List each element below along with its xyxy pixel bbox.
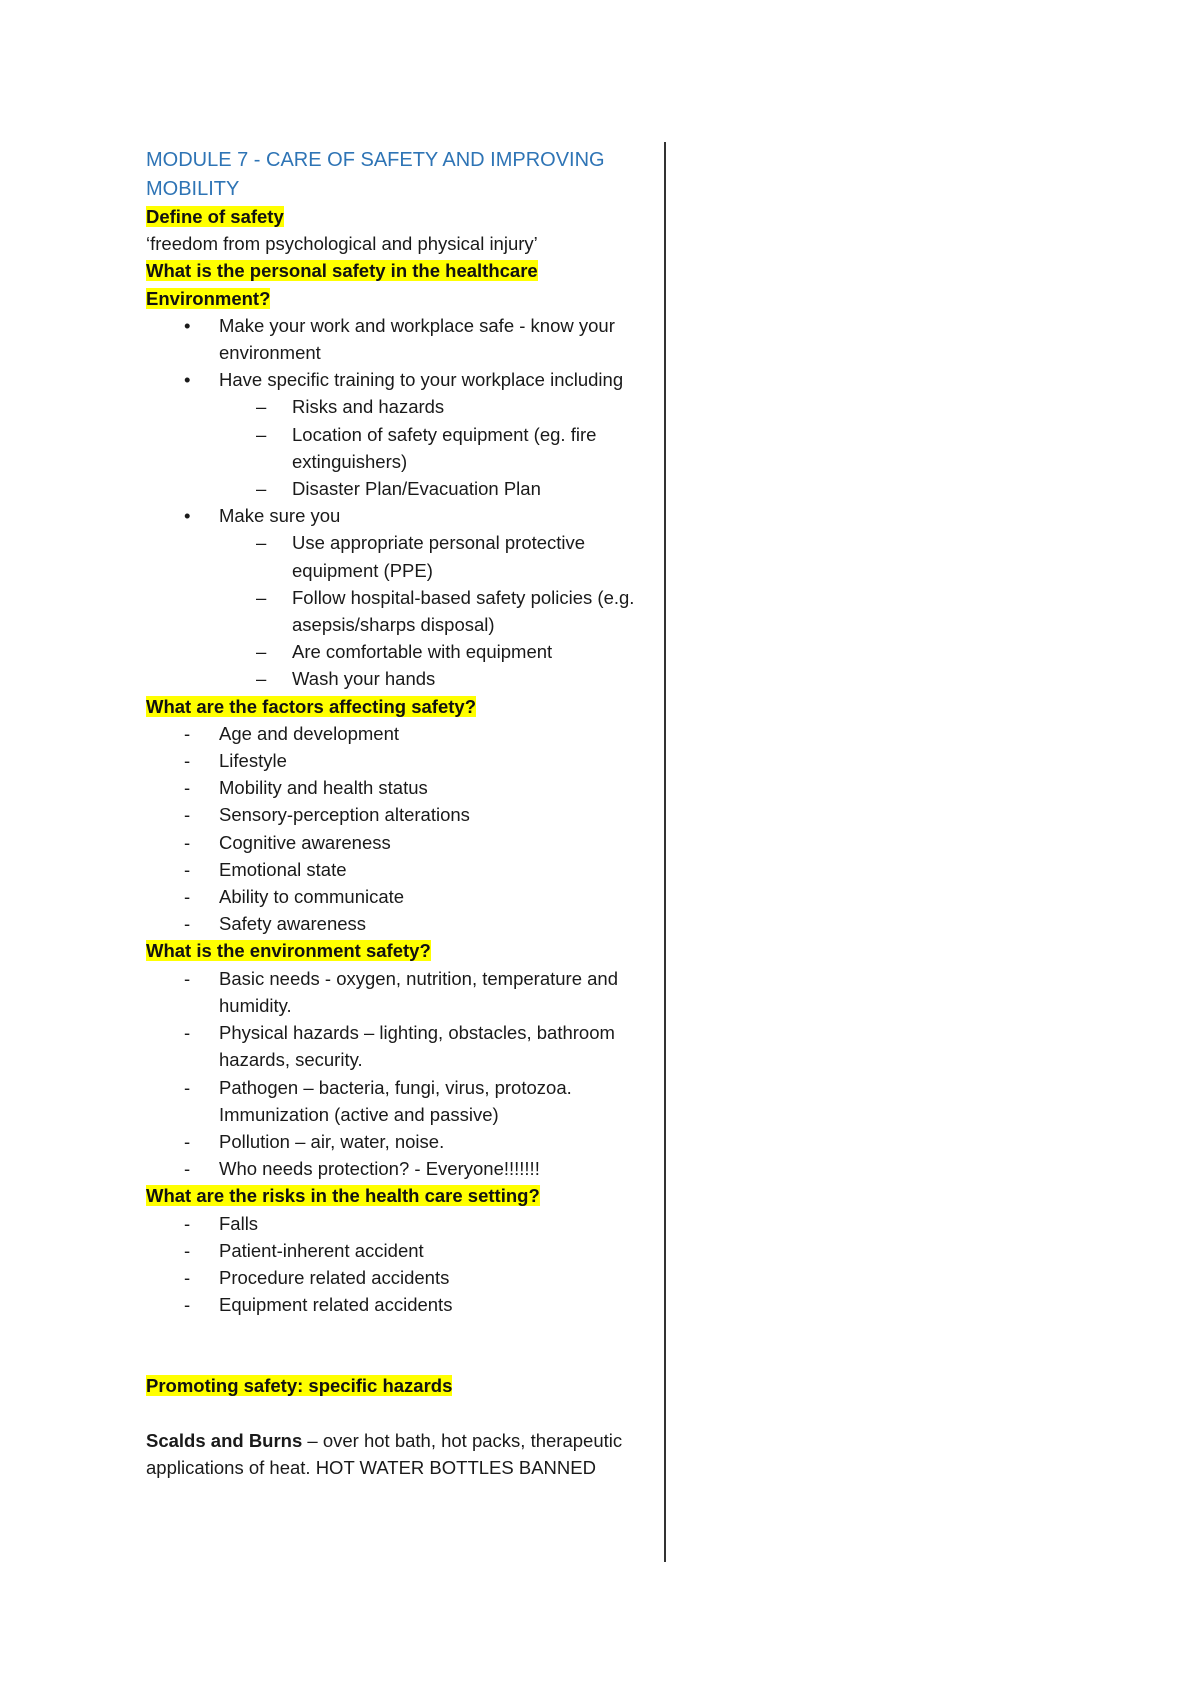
list-item — [146, 801, 656, 828]
list-item-text: Age and development — [219, 722, 399, 744]
define-quote: ‘freedom from psychological and physical injury’ — [146, 233, 538, 255]
sub-list-item-text: Location of safety equipment (eg. fire extinguishers) — [292, 423, 597, 472]
dash-marker: - — [184, 1076, 191, 1098]
dash-marker: - — [184, 967, 191, 989]
bullet-marker: • — [184, 505, 191, 527]
personal-heading-text: What is the personal safety in the healthcare Environment? — [146, 260, 538, 309]
list-item-text: Have specific training to your workplace including — [219, 369, 624, 391]
list-item-text: Patient-inherent accident — [219, 1239, 424, 1261]
factors-heading-text: What are the factors affecting safety? — [146, 695, 476, 717]
dash-marker: - — [184, 1239, 191, 1261]
dash-marker: – — [256, 532, 267, 554]
dash-marker: - — [184, 777, 191, 799]
sub-list-item-text: Follow hospital-based safety policies (e.g. asepsis/sharps disposal) — [292, 586, 635, 636]
list-item — [146, 1019, 656, 1073]
list-item-text: Cognitive awareness — [219, 831, 391, 853]
list-item-text: Physical hazards – lighting, obstacles, bathroom hazards, security. — [219, 1022, 615, 1071]
list-item — [146, 502, 656, 529]
promoting-heading-text: Promoting safety: specific hazards — [146, 1375, 453, 1397]
dash-marker: – — [256, 423, 267, 445]
spacer — [146, 1318, 656, 1372]
sub-list-item — [146, 638, 656, 665]
sub-list-item — [146, 475, 656, 502]
list-item — [146, 1264, 656, 1291]
dash-marker: - — [184, 1266, 191, 1288]
document-title: MODULE 7 - CARE OF SAFETY AND IMPROVING MOBILITY — [146, 149, 605, 200]
sub-list-item-text: Are comfortable with equipment — [292, 641, 553, 663]
dash-marker: - — [184, 804, 191, 826]
dash-marker: - — [184, 750, 191, 772]
risks-heading — [146, 1182, 656, 1209]
list-item-text: Make your work and workplace safe - know your environment — [219, 314, 615, 364]
sub-list-item-text: Use appropriate personal protective equipment (PPE) — [292, 532, 586, 581]
dash-marker: - — [184, 886, 191, 908]
list-item — [146, 1291, 656, 1318]
bullet-marker: • — [184, 314, 191, 336]
list-item-text: Emotional state — [219, 858, 347, 880]
personal-safety-list — [146, 312, 656, 693]
list-item-text: Safety awareness — [219, 913, 367, 935]
list-item — [146, 829, 656, 856]
list-item — [146, 910, 656, 937]
column-divider — [664, 142, 666, 1562]
sub-list-item — [146, 529, 656, 583]
scalds-paragraph — [146, 1427, 656, 1481]
list-item — [146, 965, 656, 1019]
list-item — [146, 883, 656, 910]
risks-heading-text: What are the risks in the health care setting? — [146, 1185, 540, 1207]
list-item-text: Equipment related accidents — [219, 1294, 453, 1316]
list-item-text: Lifestyle — [219, 750, 287, 772]
list-item — [146, 1237, 656, 1264]
list-item — [146, 1074, 656, 1128]
spacer — [146, 1400, 656, 1427]
list-item — [146, 1155, 656, 1182]
define-heading — [146, 203, 656, 230]
list-item — [146, 312, 656, 366]
scalds-text: – over hot bath, hot packs, therapeutic applications of heat. HOT WATER BOTTLES BANNED — [146, 1429, 623, 1478]
sub-list — [146, 393, 656, 502]
list-item-text: Mobility and health status — [219, 777, 428, 799]
dash-marker: – — [256, 668, 267, 690]
dash-marker: - — [184, 1212, 191, 1234]
dash-marker: - — [184, 1130, 191, 1152]
factors-heading — [146, 693, 656, 720]
list-item-text: Ability to communicate — [219, 886, 405, 908]
sub-list-item-text: Risks and hazards — [292, 396, 445, 418]
left-column — [146, 146, 656, 1481]
factors-list — [146, 720, 656, 938]
sub-list-item — [146, 421, 656, 475]
dash-marker: - — [184, 1158, 191, 1180]
dash-marker: – — [256, 641, 267, 663]
dash-marker: - — [184, 913, 191, 935]
list-item-text: Pathogen – bacteria, fungi, virus, protozoa. Immunization (active and passive) — [219, 1076, 572, 1125]
list-item — [146, 1210, 656, 1237]
risks-list — [146, 1210, 656, 1319]
scalds-label: Scalds and Burns — [146, 1429, 303, 1451]
sub-list-item-text: Wash your hands — [292, 668, 436, 690]
dash-marker: - — [184, 722, 191, 744]
sub-list — [146, 529, 656, 692]
bullet-marker: • — [184, 369, 191, 391]
promoting-heading — [146, 1372, 656, 1399]
dash-marker: - — [184, 831, 191, 853]
list-item-text: Make sure you — [219, 505, 341, 527]
list-item — [146, 1128, 656, 1155]
dash-marker: - — [184, 1022, 191, 1044]
define-heading-text: Define of safety — [146, 206, 284, 227]
dash-marker: - — [184, 1294, 191, 1316]
list-item-text: Pollution – air, water, noise. — [219, 1130, 445, 1152]
dash-marker: – — [256, 396, 267, 418]
list-item-text: Falls — [219, 1212, 259, 1234]
sub-list-item — [146, 584, 656, 638]
dash-marker: – — [256, 586, 267, 608]
list-item-text: Who needs protection? - Everyone!!!!!!! — [219, 1158, 540, 1180]
environment-list — [146, 965, 656, 1183]
dash-marker: - — [184, 858, 191, 880]
list-item-text: Sensory-perception alterations — [219, 804, 470, 826]
list-item-text: Basic needs - oxygen, nutrition, temperature and humidity. — [219, 967, 619, 1016]
list-item — [146, 747, 656, 774]
list-item — [146, 856, 656, 883]
list-item — [146, 774, 656, 801]
list-item — [146, 366, 656, 393]
list-item-text: Procedure related accidents — [219, 1266, 450, 1288]
sub-list-item — [146, 393, 656, 420]
sub-list-item — [146, 665, 656, 692]
environment-heading-text: What is the environment safety? — [146, 940, 431, 962]
list-item — [146, 720, 656, 747]
dash-marker: – — [256, 478, 267, 500]
environment-heading — [146, 937, 656, 964]
sub-list-item-text: Disaster Plan/Evacuation Plan — [292, 478, 541, 500]
personal-heading — [146, 257, 656, 311]
